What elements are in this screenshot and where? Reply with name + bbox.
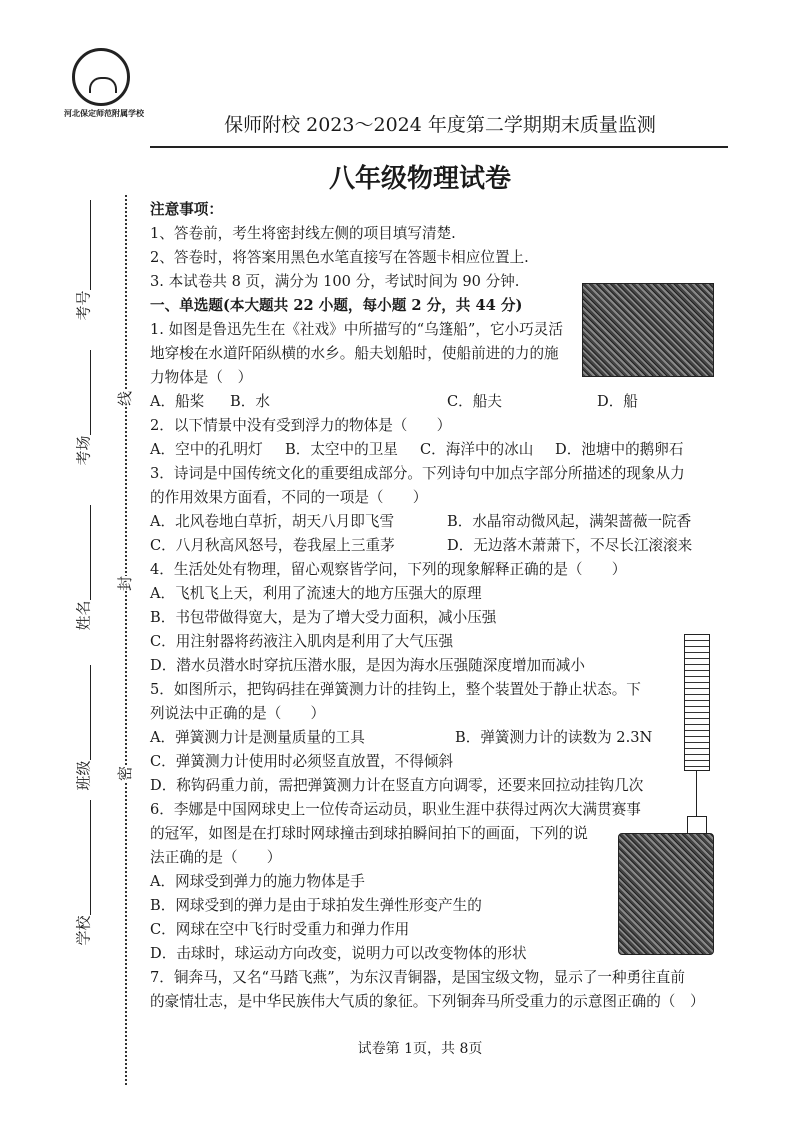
field-label: 班级 [74, 760, 93, 791]
option-a: A．北风卷地白草折，胡天八月即飞雪 [150, 513, 395, 530]
field-underline[interactable] [90, 505, 91, 600]
field-label: 姓名 [74, 600, 93, 631]
question-stem: 2．以下情景中没有受到浮力的物体是（ ） [150, 417, 452, 434]
question-options [150, 510, 720, 534]
question-stem: 法正确的是（ ） [150, 849, 282, 866]
field-label: 学校 [74, 915, 93, 946]
seal-char-xian: 线 [111, 391, 138, 406]
question-stem: 地穿梭在水道阡陌纵横的水乡。船夫划船时，使船前进的力的施 [150, 345, 559, 362]
option-a: A．船桨 [150, 393, 205, 410]
field-underline[interactable] [90, 665, 91, 760]
school-logo-text: 河北保定师范附属学校 [64, 108, 144, 118]
question-stem: 5．如图所示，把钩码挂在弹簧测力计的挂钩上，整个装置处于静止状态。下 [150, 681, 641, 698]
seal-char-mi: 密 [111, 766, 138, 781]
exam-body [150, 198, 720, 1014]
question-stem: 1. 如图是鲁迅先生在《社戏》中所描写的“乌篷船”，它小巧灵活 [150, 321, 563, 338]
question-options [150, 390, 720, 414]
question-options [150, 726, 720, 750]
option-c: C．用注射器将药液注入肌肉是利用了大气压强 [150, 633, 454, 650]
field-label: 考场 [74, 435, 93, 466]
question-options [150, 438, 720, 462]
question-stem: 3．诗词是中国传统文化的重要组成部分。下列诗句中加点字部分所描述的现象从力 [150, 465, 685, 482]
option-d: D．池塘中的鹅卵石 [555, 441, 684, 458]
field-underline[interactable] [90, 800, 91, 915]
option-d: D．船 [597, 393, 638, 410]
binding-dotted-line [125, 195, 127, 1085]
notice-heading: 注意事项： [150, 201, 223, 218]
option-a: A．空中的孔明灯 [150, 441, 263, 458]
option-a: A．飞机飞上天，利用了流速大的地方压强大的原理 [150, 585, 482, 602]
question-stem: 的作用效果方面看，不同的一项是（ ） [150, 489, 428, 506]
option-c: C．网球在空中飞行时受重力和弹力作用 [150, 921, 410, 938]
school-logo [72, 48, 130, 106]
option-b: B．太空中的卫星 [285, 441, 398, 458]
page-footer: 试卷第 1页，共 8页 [357, 1041, 483, 1057]
option-c: C．海洋中的冰山 [420, 441, 534, 458]
option-d: D．击球时，球运动方向改变，说明力可以改变物体的形状 [150, 945, 527, 962]
header-rule [150, 146, 728, 148]
question-stem: 6．李娜是中国网球史上一位传奇运动员，职业生涯中获得过两次大满贯赛事 [150, 801, 641, 818]
question-options [150, 534, 720, 558]
seal-char-feng: 封 [111, 576, 138, 591]
question-stem: 的豪情壮志，是中华民族伟大气质的象征。下列铜奔马所受重力的示意图正确的（ ） [150, 993, 705, 1010]
page-title: 八年级物理试卷 [328, 164, 511, 194]
option-c: C．八月秋高风怒号，卷我屋上三重茅 [150, 537, 395, 554]
notice-item: 1、答卷前，考生将密封线左侧的项目填写清楚. [150, 225, 456, 242]
option-b: B．书包带做得宽大，是为了增大受力面积，减小压强 [150, 609, 497, 626]
question-stem: 4．生活处处有物理，留心观察皆学问，下列的现象解释正确的是（ ） [150, 561, 627, 578]
option-c: C．弹簧测力计使用时必须竖直放置，不得倾斜 [150, 753, 454, 770]
option-d: D．潜水员潜水时穿抗压潜水服，是因为海水压强随深度增加而减小 [150, 657, 585, 674]
option-d: D．无边落木萧萧下，不尽长江滚滚来 [447, 537, 693, 554]
field-label: 考号 [74, 290, 93, 321]
option-a: A．弹簧测力计是测量质量的工具 [150, 729, 365, 746]
field-underline[interactable] [90, 200, 91, 290]
option-b: B．水 [230, 393, 270, 410]
option-b: B．弹簧测力计的读数为 2.3N [455, 729, 653, 746]
question-stem: 7．铜奔马，又名“马踏飞燕”，为东汉青铜器，是国宝级文物，显示了一种勇往直前 [150, 969, 685, 986]
question-stem: 的冠军，如图是在打球时网球撞击到球拍瞬间拍下的画面，下列的说 [150, 825, 588, 842]
option-b: B．水晶帘动微风起，满架蔷薇一院香 [447, 513, 692, 530]
option-d: D．称钩码重力前，需把弹簧测力计在竖直方向调零，还要来回拉动挂钩几次 [150, 777, 644, 794]
field-underline[interactable] [90, 350, 91, 435]
exam-header: 保师附校 2023～2024 年度第二学期期末质量监测 [224, 114, 656, 136]
option-b: B．网球受到的弹力是由于球拍发生弹性形变产生的 [150, 897, 482, 914]
section-heading: 一、单选题(本大题共 22 小题，每小题 2 分，共 44 分) [150, 297, 523, 314]
option-a: A．网球受到弹力的施力物体是手 [150, 873, 365, 890]
notice-item: 3. 本试卷共 8 页，满分为 100 分，考试时间为 90 分钟. [150, 273, 520, 290]
question-stem: 列说法中正确的是（ ） [150, 705, 326, 722]
notice-item: 2、答卷时，将答案用黑色水笔直接写在答题卡相应位置上. [150, 249, 529, 266]
question-stem: 力物体是（ ） [150, 369, 253, 386]
option-c: C．船夫 [447, 393, 502, 410]
